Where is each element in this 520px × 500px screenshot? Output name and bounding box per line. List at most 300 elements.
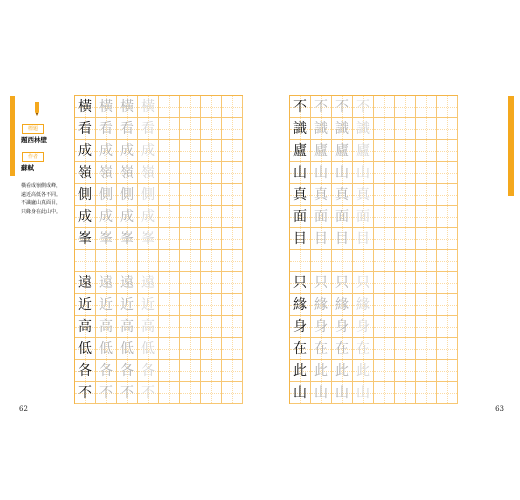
page-number: 63 [495,405,504,413]
grid-cell [75,316,96,338]
trace-character: 成 [141,142,155,159]
grid-cell [332,162,353,184]
grid-cell [201,162,222,184]
grid-cell [96,118,117,140]
grid-cell [353,272,374,294]
grid-cell [180,250,201,272]
grid-cell [180,316,201,338]
trace-character: 不 [141,384,155,401]
trace-character: 此 [335,362,349,379]
trace-character: 近 [99,296,113,313]
grid-cell [222,206,243,228]
model-character: 只 [293,274,307,291]
grid-cell [290,184,311,206]
model-character: 各 [78,362,92,379]
grid-cell [416,382,437,404]
pencil-icon [33,102,41,116]
grid-cell [138,184,159,206]
grid-cell [75,96,96,118]
grid-cell [353,162,374,184]
grid-cell [311,206,332,228]
grid-cell [332,360,353,382]
grid-cell [222,382,243,404]
grid-cell [117,250,138,272]
trace-character: 側 [120,186,134,203]
grid-cell [180,338,201,360]
trace-character: 緣 [314,296,328,313]
grid-cell [75,118,96,140]
model-character: 高 [78,318,92,335]
grid-cell [416,250,437,272]
grid-cell [117,360,138,382]
model-character: 成 [78,142,92,159]
poem-line: 橫看成嶺側成峰， [21,183,62,189]
grid-cell [117,294,138,316]
grid-cell [311,140,332,162]
grid-cell [180,382,201,404]
trace-character: 廬 [314,142,328,159]
grid-cell [201,140,222,162]
grid-cell [353,338,374,360]
poem-text [21,182,61,216]
trace-character: 近 [141,296,155,313]
grid-cell [180,140,201,162]
trace-character: 山 [314,164,328,181]
grid-cell [159,118,180,140]
trace-character: 嶺 [141,164,155,181]
grid-cell [437,162,458,184]
grid-cell [138,228,159,250]
grid-cell [416,272,437,294]
grid-cell [332,206,353,228]
grid-cell [290,272,311,294]
grid-cell [416,118,437,140]
trace-character: 遠 [141,274,155,291]
grid-cell [222,338,243,360]
grid-cell [437,338,458,360]
grid-cell [290,140,311,162]
trace-character: 不 [356,98,370,115]
grid-cell [353,118,374,140]
grid-cell [159,294,180,316]
grid-cell [138,250,159,272]
grid-cell [159,250,180,272]
trace-character: 身 [314,318,328,335]
grid-cell [180,272,201,294]
grid-cell [332,184,353,206]
grid-cell [75,206,96,228]
trace-character: 成 [141,208,155,225]
grid-cell [117,206,138,228]
trace-character: 只 [335,274,349,291]
grid-cell [180,228,201,250]
grid-cell [222,360,243,382]
trace-character: 山 [356,384,370,401]
grid-cell [290,96,311,118]
grid-cell [374,228,395,250]
trace-character: 側 [99,186,113,203]
grid-cell [395,250,416,272]
model-character: 低 [78,340,92,357]
grid-cell [374,206,395,228]
trace-character: 在 [356,340,370,357]
trace-character: 山 [356,164,370,181]
grid-cell [117,272,138,294]
grid-cell [395,140,416,162]
poem-title: 題西林壁 [21,136,47,144]
grid-cell [374,382,395,404]
trace-character: 各 [141,362,155,379]
model-character: 山 [293,164,307,181]
trace-character: 低 [99,340,113,357]
author-badge: 作者 [22,152,44,162]
grid-cell [437,250,458,272]
grid-cell [353,96,374,118]
trace-character: 面 [335,208,349,225]
trace-character: 緣 [356,296,370,313]
trace-character: 看 [120,120,134,137]
grid-cell [437,360,458,382]
grid-cell [180,206,201,228]
grid-cell [416,228,437,250]
grid-cell [437,294,458,316]
grid-cell [332,228,353,250]
grid-cell [75,294,96,316]
poem-author: 蘇軾 [21,164,34,172]
trace-character: 山 [335,164,349,181]
grid-cell [75,162,96,184]
grid-cell [374,272,395,294]
grid-cell [201,316,222,338]
grid-cell [374,96,395,118]
grid-cell [416,338,437,360]
grid-cell [353,294,374,316]
grid-cell [437,206,458,228]
grid-cell [332,338,353,360]
grid-cell [180,184,201,206]
trace-character: 峯 [120,230,134,247]
grid-cell [117,316,138,338]
grid-cell [201,360,222,382]
title-badge: 標題 [22,124,44,134]
grid-cell [395,294,416,316]
grid-cell [222,184,243,206]
grid-cell [96,338,117,360]
model-character: 橫 [78,98,92,115]
grid-cell [374,338,395,360]
grid-cell [117,162,138,184]
trace-character: 遠 [99,274,113,291]
grid-cell [96,250,117,272]
grid-cell [290,360,311,382]
grid-cell [416,316,437,338]
model-character: 遠 [78,274,92,291]
trace-character: 只 [356,274,370,291]
right-accent-tab [508,96,514,196]
grid-cell [159,382,180,404]
grid-cell [290,162,311,184]
grid-cell [96,206,117,228]
trace-character: 成 [120,208,134,225]
trace-character: 成 [120,142,134,159]
grid-cell [416,206,437,228]
trace-character: 低 [141,340,155,357]
grid-cell [96,272,117,294]
grid-cell [437,140,458,162]
model-character: 成 [78,208,92,225]
trace-character: 山 [335,384,349,401]
trace-character: 峯 [141,230,155,247]
trace-character: 橫 [120,98,134,115]
grid-cell [290,250,311,272]
grid-cell [395,316,416,338]
grid-cell [117,118,138,140]
grid-cell [311,96,332,118]
grid-cell [332,382,353,404]
trace-character: 在 [314,340,328,357]
trace-character: 目 [335,230,349,247]
grid-cell [374,184,395,206]
trace-character: 只 [314,274,328,291]
trace-character: 真 [356,186,370,203]
trace-character: 此 [356,362,370,379]
grid-cell [416,96,437,118]
grid-cell [416,184,437,206]
grid-cell [75,250,96,272]
trace-character: 真 [335,186,349,203]
grid-cell [75,382,96,404]
grid-cell [290,316,311,338]
grid-cell [374,360,395,382]
grid-cell [159,228,180,250]
model-character: 緣 [293,296,307,313]
trace-character: 緣 [335,296,349,313]
grid-cell [416,140,437,162]
trace-character: 看 [99,120,113,137]
trace-character: 成 [99,142,113,159]
grid-cell [138,316,159,338]
model-character: 峯 [78,230,92,247]
trace-character: 橫 [99,98,113,115]
grid-cell [332,250,353,272]
grid-cell [395,272,416,294]
model-character: 在 [293,340,307,357]
grid-cell [222,228,243,250]
grid-cell [395,184,416,206]
trace-character: 山 [314,384,328,401]
grid-cell [180,96,201,118]
grid-cell [159,272,180,294]
grid-cell [138,162,159,184]
trace-character: 目 [356,230,370,247]
grid-cell [159,96,180,118]
trace-character: 識 [335,120,349,137]
trace-character: 橫 [141,98,155,115]
grid-cell [311,382,332,404]
grid-cell [332,272,353,294]
grid-cell [180,118,201,140]
grid-cell [374,250,395,272]
grid-cell [201,96,222,118]
grid-cell [96,162,117,184]
model-character: 看 [78,120,92,137]
grid-cell [290,382,311,404]
trace-character: 廬 [335,142,349,159]
grid-cell [374,118,395,140]
trace-character: 高 [99,318,113,335]
trace-character: 此 [314,362,328,379]
grid-cell [159,360,180,382]
grid-cell [159,184,180,206]
grid-cell [353,316,374,338]
trace-character: 高 [120,318,134,335]
trace-character: 低 [120,340,134,357]
grid-cell [96,294,117,316]
grid-cell [96,316,117,338]
grid-cell [138,272,159,294]
grid-cell [138,360,159,382]
grid-cell [437,184,458,206]
trace-character: 真 [314,186,328,203]
grid-cell [437,272,458,294]
grid-cell [353,206,374,228]
model-character: 識 [293,120,307,137]
grid-cell [222,250,243,272]
poem-line: 不識廬山真面目， [21,200,62,206]
grid-cell [201,206,222,228]
model-character: 近 [78,296,92,313]
grid-cell [222,272,243,294]
model-character: 真 [293,186,307,203]
grid-cell [416,360,437,382]
grid-cell [138,294,159,316]
grid-cell [138,96,159,118]
grid-cell [138,382,159,404]
grid-cell [311,338,332,360]
trace-character: 目 [314,230,328,247]
grid-cell [96,96,117,118]
grid-cell [75,360,96,382]
trace-character: 近 [120,296,134,313]
grid-cell [395,206,416,228]
grid-cell [395,360,416,382]
grid-cell [75,140,96,162]
grid-cell [437,118,458,140]
grid-cell [395,228,416,250]
poem-line: 只緣身在此山中。 [21,208,62,215]
grid-cell [222,118,243,140]
grid-cell [201,228,222,250]
model-character: 側 [78,186,92,203]
grid-cell [290,338,311,360]
grid-cell [290,206,311,228]
grid-cell [117,228,138,250]
grid-cell [332,294,353,316]
grid-cell [96,382,117,404]
grid-cell [159,316,180,338]
trace-character: 嶺 [120,164,134,181]
grid-cell [180,162,201,184]
trace-character: 嶺 [99,164,113,181]
model-character: 面 [293,208,307,225]
model-character: 廬 [293,142,307,159]
grid-cell [96,228,117,250]
grid-cell [138,140,159,162]
grid-cell [311,272,332,294]
grid-cell [159,140,180,162]
grid-cell [374,140,395,162]
model-character: 山 [293,384,307,401]
grid-cell [353,360,374,382]
page-number: 62 [19,405,28,413]
trace-character: 峯 [99,230,113,247]
trace-character: 在 [335,340,349,357]
trace-character: 各 [99,362,113,379]
trace-character: 不 [335,98,349,115]
grid-cell [201,338,222,360]
grid-cell [395,338,416,360]
grid-cell [374,294,395,316]
model-character: 身 [293,318,307,335]
trace-character: 識 [314,120,328,137]
grid-cell [180,360,201,382]
grid-cell [332,96,353,118]
grid-cell [201,118,222,140]
grid-cell [96,184,117,206]
grid-cell [117,338,138,360]
grid-cell [75,184,96,206]
grid-cell [416,294,437,316]
grid-cell [117,184,138,206]
grid-cell [96,360,117,382]
grid-cell [159,162,180,184]
model-character: 嶺 [78,164,92,181]
trace-character: 遠 [120,274,134,291]
grid-cell [138,338,159,360]
grid-cell [201,184,222,206]
grid-cell [332,316,353,338]
trace-character: 廬 [356,142,370,159]
grid-cell [311,250,332,272]
grid-cell [201,382,222,404]
trace-character: 身 [356,318,370,335]
grid-cell [395,382,416,404]
grid-cell [353,184,374,206]
grid-cell [290,294,311,316]
right-page [262,72,512,422]
grid-cell [290,118,311,140]
trace-character: 不 [120,384,134,401]
grid-cell [180,294,201,316]
trace-character: 各 [120,362,134,379]
grid-cell [201,272,222,294]
grid-cell [290,228,311,250]
grid-cell [222,316,243,338]
grid-cell [374,316,395,338]
left-accent-tab [10,96,15,176]
grid-cell [353,382,374,404]
grid-cell [353,250,374,272]
practice-grid-right [289,95,458,404]
left-page [10,72,262,422]
grid-cell [201,250,222,272]
trace-character: 識 [356,120,370,137]
grid-cell [332,140,353,162]
grid-cell [117,96,138,118]
grid-cell [311,228,332,250]
grid-cell [437,96,458,118]
grid-cell [311,294,332,316]
